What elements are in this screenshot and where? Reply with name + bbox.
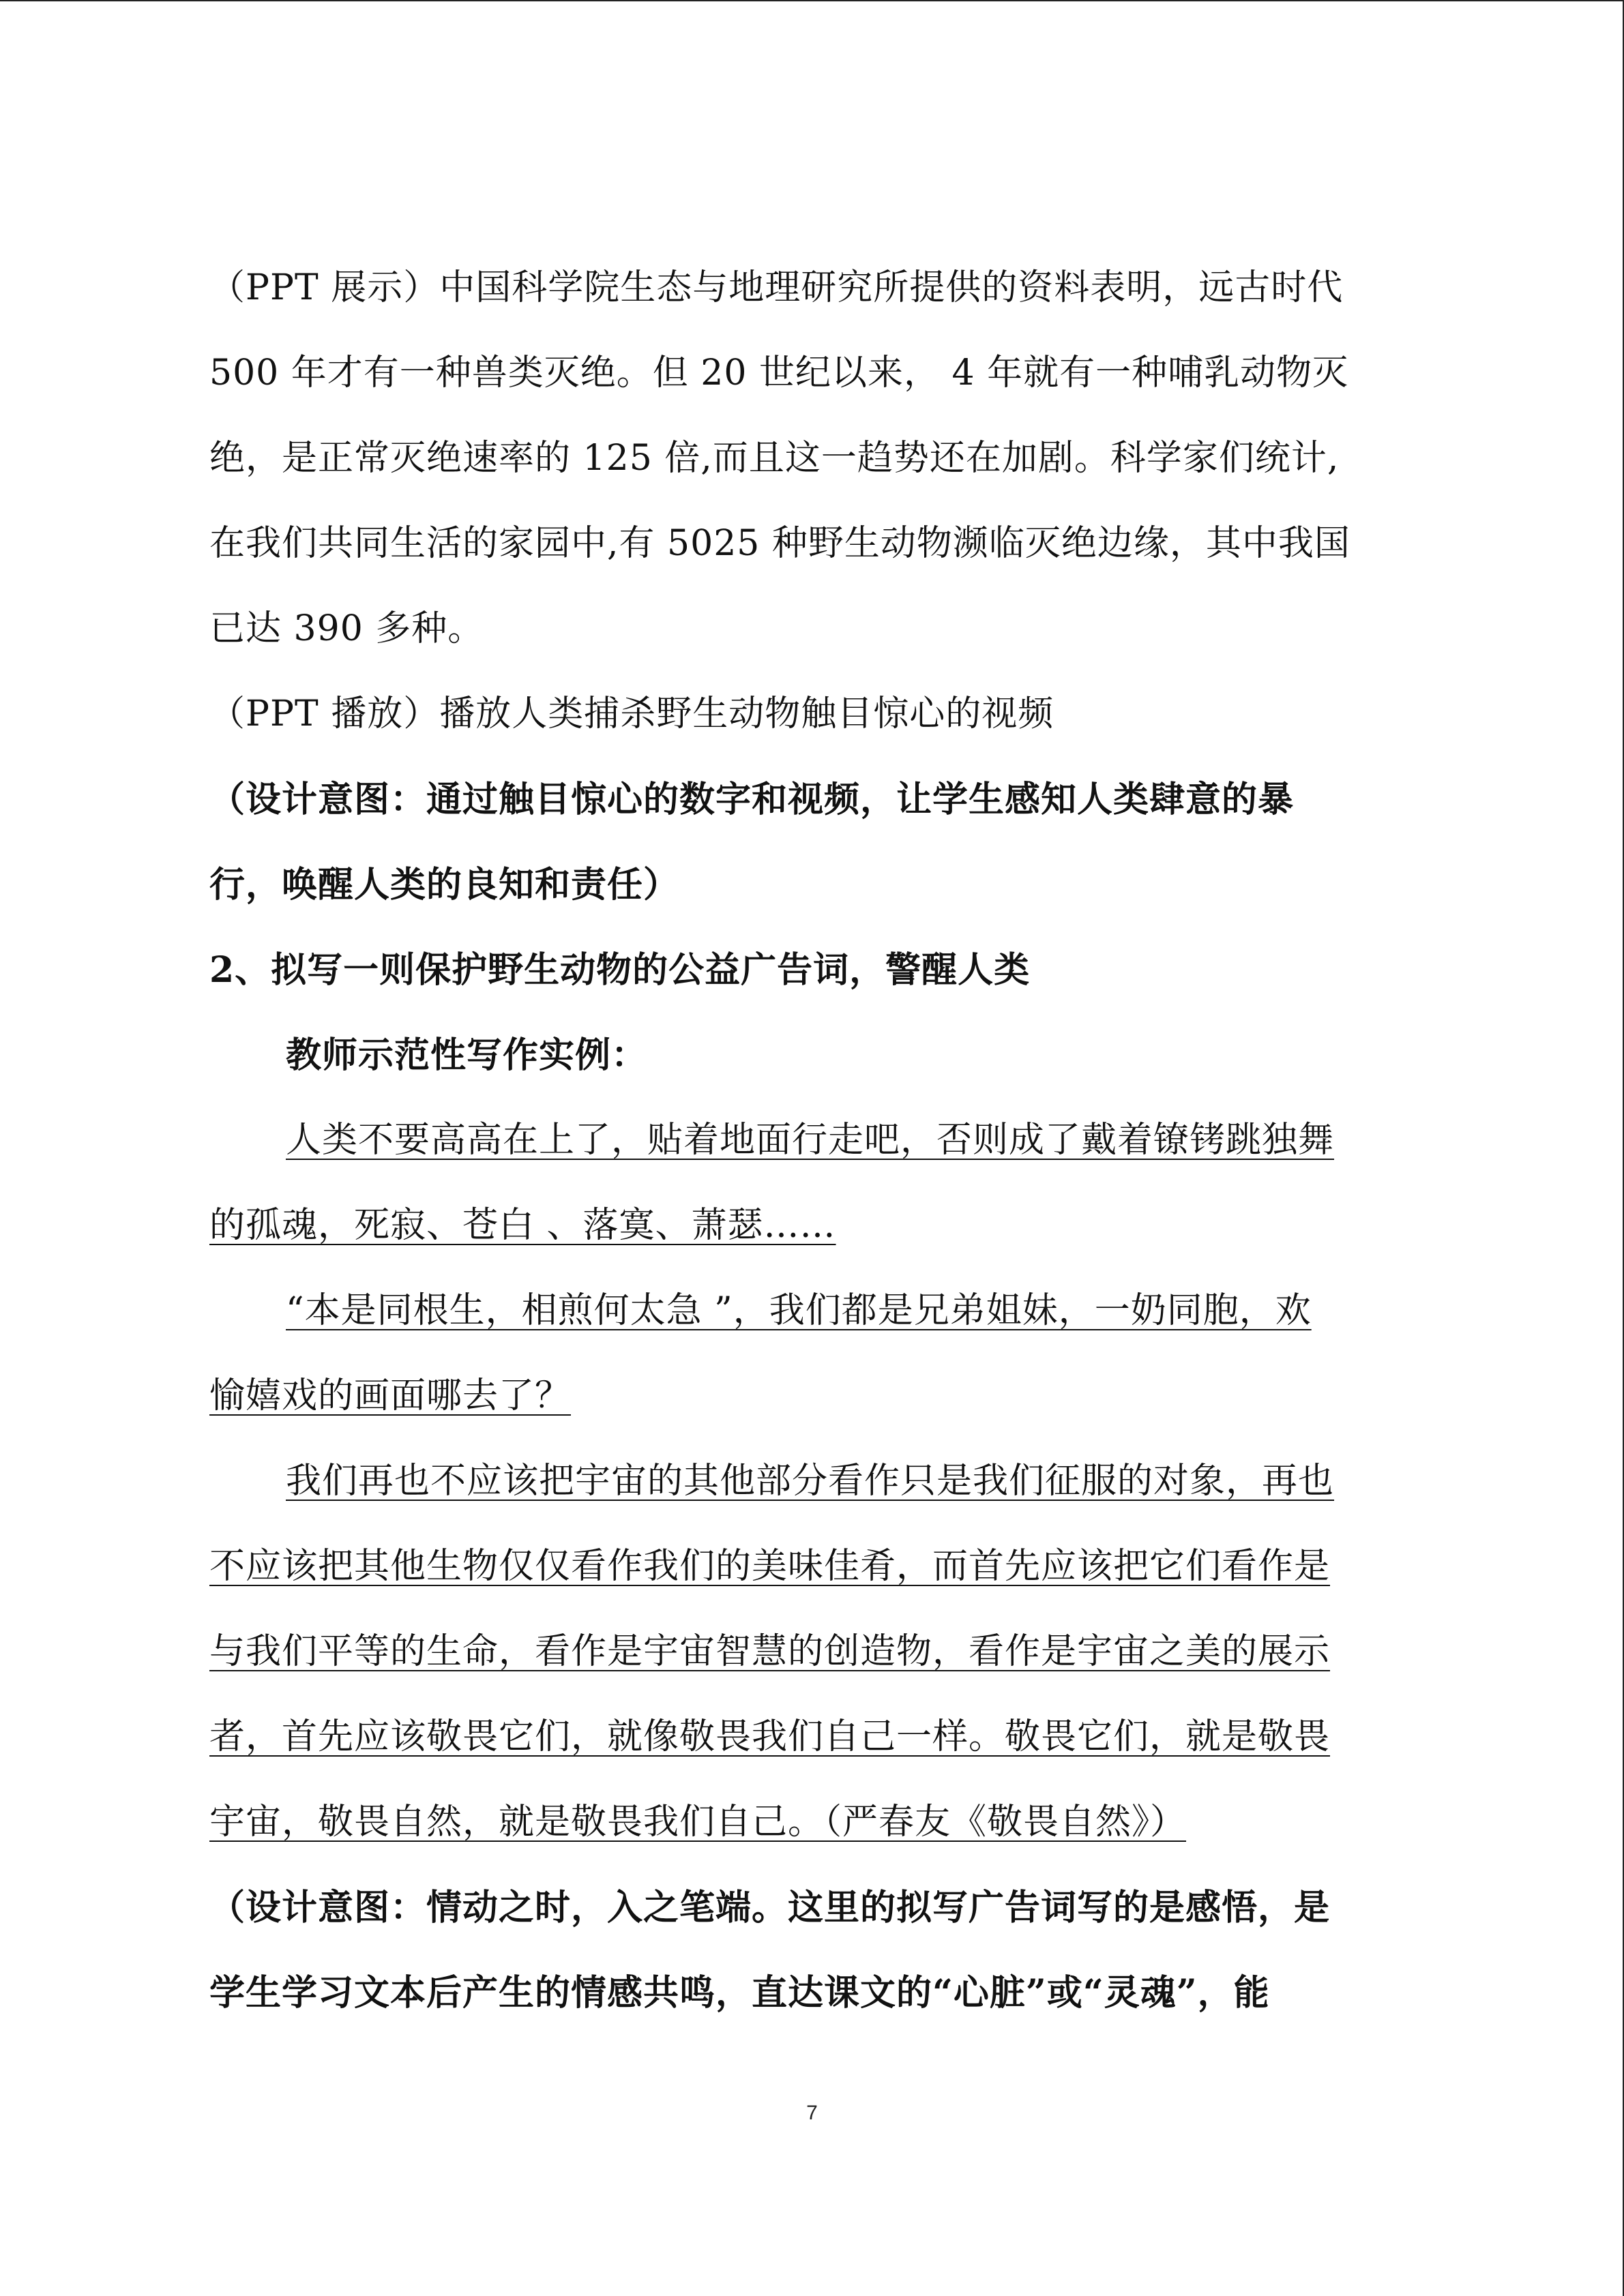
body-line: （PPT 播放）播放人类捕杀野生动物触目惊心的视频	[209, 694, 1054, 734]
example-line: 我们再也不应该把宇宙的其他部分看作只是我们征服的对象，再也	[286, 1461, 1335, 1502]
section-heading: 2、拟写一则保护野生动物的公益广告词，警醒人类	[209, 949, 1031, 991]
design-intent-line: （设计意图：情动之时，入之笔端。这里的拟写广告词写的是感悟，是	[209, 1887, 1331, 1928]
example-line: “本是同根生，相煎何太急 ”，我们都是兄弟姐妹，一奶同胞，欢	[286, 1290, 1312, 1331]
example-line: 人类不要高高在上了，贴着地面行走吧，否则成了戴着镣铐跳独舞	[286, 1120, 1335, 1161]
design-intent-line: 行，唤醒人类的良知和责任）	[209, 864, 680, 906]
body-line: 在我们共同生活的家园中,有 5025 种野生动物濒临灭绝边缘，其中我国	[209, 523, 1350, 564]
example-line: 宇宙，敬畏自然，就是敬畏我们自己。（严春友《敬畏自然》）	[209, 1802, 1187, 1843]
body-line: 已达 390 多种。	[209, 608, 484, 649]
body-line: 绝，是正常灭绝速率的 125 倍,而且这一趋势还在加剧。科学家们统计,	[209, 438, 1340, 479]
design-intent-line: （设计意图：通过触目惊心的数字和视频，让学生感知人类肆意的暴	[209, 779, 1295, 820]
example-heading: 教师示范性写作实例：	[286, 1034, 648, 1076]
example-line: 的孤魂，死寂、苍白 、落寞、萧瑟……	[209, 1205, 836, 1246]
document-body	[209, 245, 1437, 2036]
design-intent-line: 学生学习文本后产生的情感共鸣，直达课文的“心脏”或“灵魂”，能	[209, 1972, 1270, 2014]
example-line: 不应该把其他生物仅仅看作我们的美味佳肴，而首先应该把它们看作是	[209, 1546, 1331, 1587]
page-number: 7	[806, 2102, 818, 2124]
body-line: 500 年才有一种兽类灭绝。但 20 世纪以来， 4 年就有一种哺乳动物灭	[209, 353, 1349, 393]
example-line: 与我们平等的生命，看作是宇宙智慧的创造物，看作是宇宙之美的展示	[209, 1631, 1331, 1672]
example-line: 愉嬉戏的画面哪去了？	[209, 1375, 572, 1416]
example-line: 者，首先应该敬畏它们，就像敬畏我们自己一样。敬畏它们，就是敬畏	[209, 1716, 1331, 1757]
body-line: （PPT 展示）中国科学院生态与地理研究所提供的资料表明，远古时代	[209, 267, 1344, 308]
